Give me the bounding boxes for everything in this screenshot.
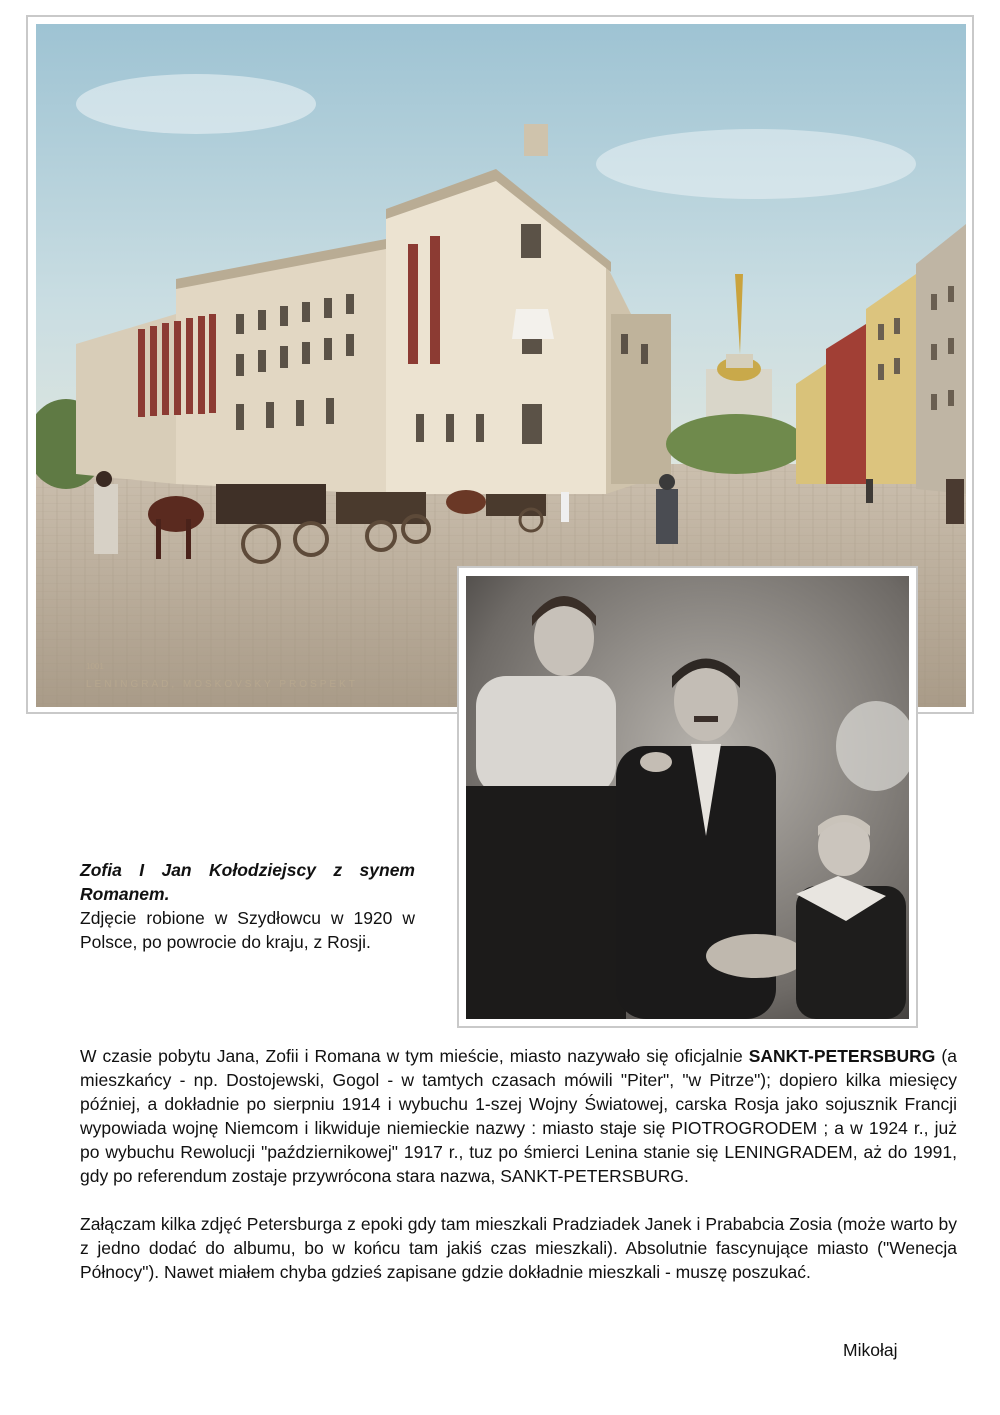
signature: Mikołaj bbox=[843, 1340, 898, 1360]
paragraph-text: (a mieszkańcy - np. Dostojewski, Gogol - w tamtych czasach mówili "Piter", "w Pitrze"); dopiero kilka miesięcy później, a dokładnie po sierpniu 1914 i wybuchu 1-szej Wojny Światowej, carska Rosja jako sojusznik Francji wypowiada wojnę Niemcom i likwiduje niemieckie nazwy : miasto staje się PIOTROGRODEM ; a w 1924 r., już po wybuchu Rewolucji "październikowej" 1917 r., tuz po śmierci Lenina stanie się LENINGRADEM, aż do 1991, gdy po referendum zostaje przywrócona stara nazwa, SANKT-PETERSBURG. bbox=[80, 1046, 957, 1186]
photo-watermark: LENINGRAD, MOSKOVSKY PROSPEKT bbox=[86, 679, 358, 690]
cloud bbox=[76, 74, 316, 134]
portrait-frame bbox=[457, 566, 918, 1028]
paragraph-text: W czasie pobytu Jana, Zofii i Romana w tym mieście, miasto nazywało się oficjalnie bbox=[80, 1046, 749, 1066]
hand bbox=[640, 752, 672, 772]
cloud bbox=[596, 129, 916, 199]
caption-title: Zofia I Jan Kołodziejscy z synem Romanem. bbox=[80, 860, 415, 904]
photo-caption bbox=[80, 858, 415, 954]
letter-body bbox=[80, 1044, 957, 1284]
caption-body: Zdjęcie robione w Szydłowcu w 1920 w Polsce, po powrocie do kraju, z Rosji. bbox=[80, 908, 415, 952]
tree bbox=[666, 414, 806, 474]
paragraph-history bbox=[80, 1044, 957, 1188]
paragraph-attachment: Załączam kilka zdjęć Petersburga z epoki gdy tam mieszkali Pradziadek Janek i Prababcia Zosia (może warto by z jedno dodać do albumu, bo w końcu tam jakiś czas mieszkali). Absolutnie fascynujące miasto ("Wenecja Północy"). Nawet miałem chyba gdzieś zapisane gdzie dokładnie mieszkali - muszę poszukać. bbox=[80, 1214, 957, 1282]
photo-watermark: 1001 bbox=[86, 662, 104, 671]
city-name-bold: SANKT-PETERSBURG bbox=[748, 1046, 936, 1066]
family-portrait bbox=[466, 576, 909, 1019]
